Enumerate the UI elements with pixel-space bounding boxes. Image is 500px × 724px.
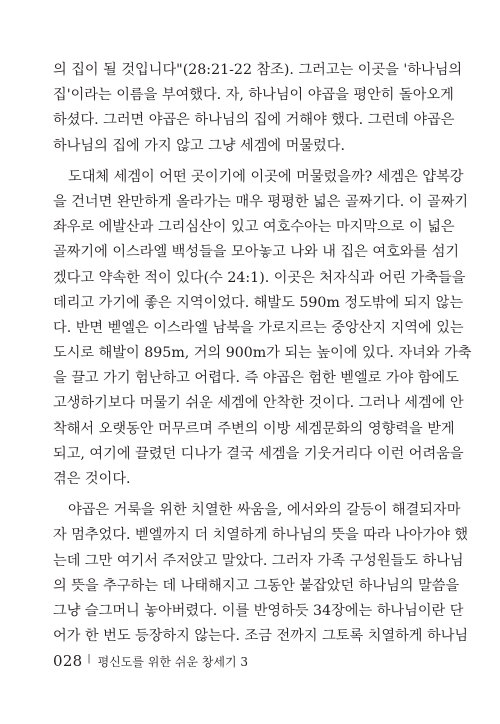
paragraph-2 (53, 165, 472, 492)
text-line: 좌우로 에발산과 그리심산이 있고 여호수아는 마지막으로 이 넓은 (53, 219, 455, 236)
text-line: 도대체 세겜이 어떤 곳이기에 이곳에 머물렀을까? 세겜은 얍복강 (68, 168, 464, 185)
text-line: 겪은 것이다. (53, 471, 131, 487)
text-line: 데리고 가기에 좋은 지역이었다. 해발도 590m 정도밖에 되지 않는 (53, 294, 464, 311)
text-line: 다. 반면 벧엘은 이스라엘 남북을 가로지르는 중앙산지 지역에 있는 (53, 319, 464, 336)
text-line: 야곱은 거룩을 위한 치열한 싸움을, 에서와의 갈등이 해결되자마 (68, 502, 461, 519)
text-line: 도시로 해발이 895m, 거의 900m가 되는 높이에 있다. 자녀와 가축 (53, 345, 472, 362)
text-line: 을 건너면 완만하게 올라가는 매우 평평한 넓은 골짜기다. 이 골짜기 (53, 193, 469, 210)
body-text (53, 58, 472, 649)
text-line: 하셨다. 그러면 야곱은 하나님의 집에 거해야 했다. 그런데 야곱은 (53, 112, 455, 129)
text-line: 고생하기보다 머물기 쉬운 세겜에 안착한 것이다. 그러나 세겜에 안 (53, 395, 464, 412)
text-line: 그냥 슬그머니 놓아버렸다. 이를 반영하듯 34장에는 하나님이란 단 (53, 602, 464, 619)
footer-separator: | (87, 654, 91, 664)
paragraph-3 (53, 498, 469, 649)
page-number: 028 (53, 652, 83, 670)
text-line: 집'이라는 이름을 부여했다. 자, 하나님이 야곱을 평안히 돌아오게 (53, 87, 454, 104)
text-line: 의 뜻을 추구하는 데 나태해지고 그동안 붙잡았던 하나님의 말씀을 (53, 577, 460, 594)
paragraph-1 (53, 58, 463, 159)
text-line: 을 끌고 가기 험난하고 어렵다. 즉 야곱은 험한 벧엘로 가야 함에도 (53, 370, 459, 387)
text-line: 되고, 여기에 끌렸던 디나가 결국 세겜을 기웃거리다 이런 어려움을 (53, 445, 464, 462)
text-line: 겠다고 약속한 적이 있다(수 24:1). 이곳은 처자식과 어린 가축들을 (53, 269, 466, 286)
text-line: 착해서 오랫동안 머무르며 주변의 이방 세겜문화의 영향력을 받게 (53, 420, 455, 437)
text-line: 어가 한 번도 등장하지 않는다. 조금 전까지 그토록 치열하게 하나님 (53, 628, 469, 645)
text-line: 의 집이 될 것입니다"(28:21-22 참조). 그러고는 이곳을 '하나님의 (53, 62, 463, 78)
text-line: 자 멈추었다. 벧엘까지 더 치열하게 하나님의 뜻을 따라 나아가야 했 (53, 527, 469, 544)
book-title: 평신도를 위한 쉬운 창세기 3 (97, 655, 248, 669)
text-line: 는데 그만 여기서 주저앉고 말았다. 그러자 가족 구성원들도 하나님 (53, 552, 464, 569)
text-line: 하나님의 집에 가지 않고 그냥 세겜에 머물렀다. (53, 137, 345, 154)
page-footer (53, 653, 248, 672)
text-line: 골짜기에 이스라엘 백성들을 모아놓고 나와 내 집은 여호와를 섬기 (53, 244, 460, 261)
